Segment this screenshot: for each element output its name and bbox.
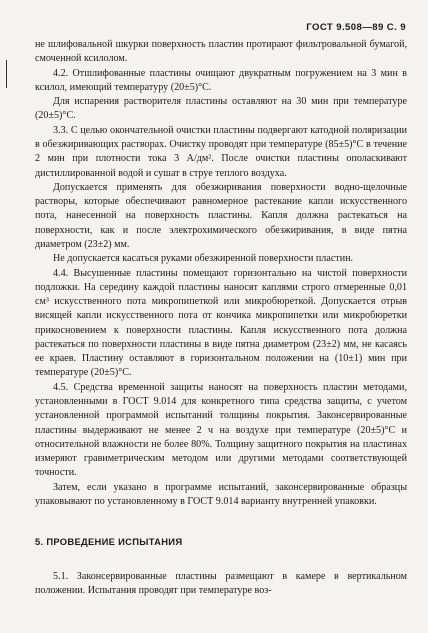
paragraph: 4.2. Отшлифованные пластины очищают двукратным погружением на 3 мин в ксилол, имеющий температуру (20±5)°С.: [35, 67, 407, 93]
paragraph: 4.4. Высушенные пластины помещают горизонтально на чистой поверхности подложки. На середину каждой пластины наносят каплями строго отмеренные 0,01 см³ искусственного пота микропипеткой или микробюреткой. Допускается отрыв висящей капли искусственного пота от кончика микропипетки или микробюретки прикосновением к поверхности пластины. Капля искусственного пота должна растекаться по поверхности пластины в виде пятна диаметром (23±2) мм, не касаясь ее краев. Пластину оставляют в горизонтальном положении на (10±1) мин при температуре (20±5)°С.: [35, 267, 407, 379]
paragraph: 4.5. Средства временной защиты наносят на поверхность пластин методами, установленными в ГОСТ 9.014 для конкретного типа средства защиты, с учетом установленной программой испытаний толщины покрытия. Законсервированные пластины выдерживают не менее 2 ч на воздухе при температуре (20±5)°С и относительной влажности не более 80%. Толщину защитного покрытия на пластинах измеряют гравиметрическим методом или другими методами соответствующей точности.: [35, 381, 407, 479]
paragraph: 3.3. С целью окончательной очистки пластины подвергают катодной поляризации в обезжиривающих растворах. Очистку проводят при температуре (85±5)°С в течение 2 мин при плотности тока 3 А/дм². После очистки пластины ополаскивают дистиллированной водой и сушат в струе теплого воздуха.: [35, 124, 407, 179]
paragraph: Для испарения растворителя пластины оставляют на 30 мин при температуре (20±5)°С.: [35, 96, 407, 122]
paragraph: 5.1. Законсервированные пластины размещают в камере в вертикальном положении. Испытания проводят при температуре воз-: [35, 570, 407, 596]
paragraph: Затем, если указано в программе испытаний, законсервированные образцы упаковывают по установленному в ГОСТ 9.014 варианту внутренней упаковки.: [35, 481, 407, 507]
paragraph: Не допускается касаться руками обезжиренной поверхности пластин.: [53, 253, 354, 265]
paragraph: Допускается применять для обезжиривания поверхности водно-щелочные растворы, которые обеспечивают равномерное растекание капли искусственного пота, нанесенной на поверхность пластины. Капля должна растекаться на поверхности, как и после электрохимического обезжиривания, в виде пятна диаметром (23±2) мм.: [35, 181, 407, 250]
paragraph: не шлифовальной шкурки поверхность пластин протирают фильтровальной бумагой, смоченной ксилолом.: [35, 39, 407, 65]
page-header: ГОСТ 9.508—89 С. 9: [306, 22, 406, 33]
body-text: [35, 38, 407, 598]
section-title: 5. ПРОВЕДЕНИЕ ИСПЫТАНИЯ: [35, 536, 183, 548]
margin-mark: [6, 60, 7, 88]
